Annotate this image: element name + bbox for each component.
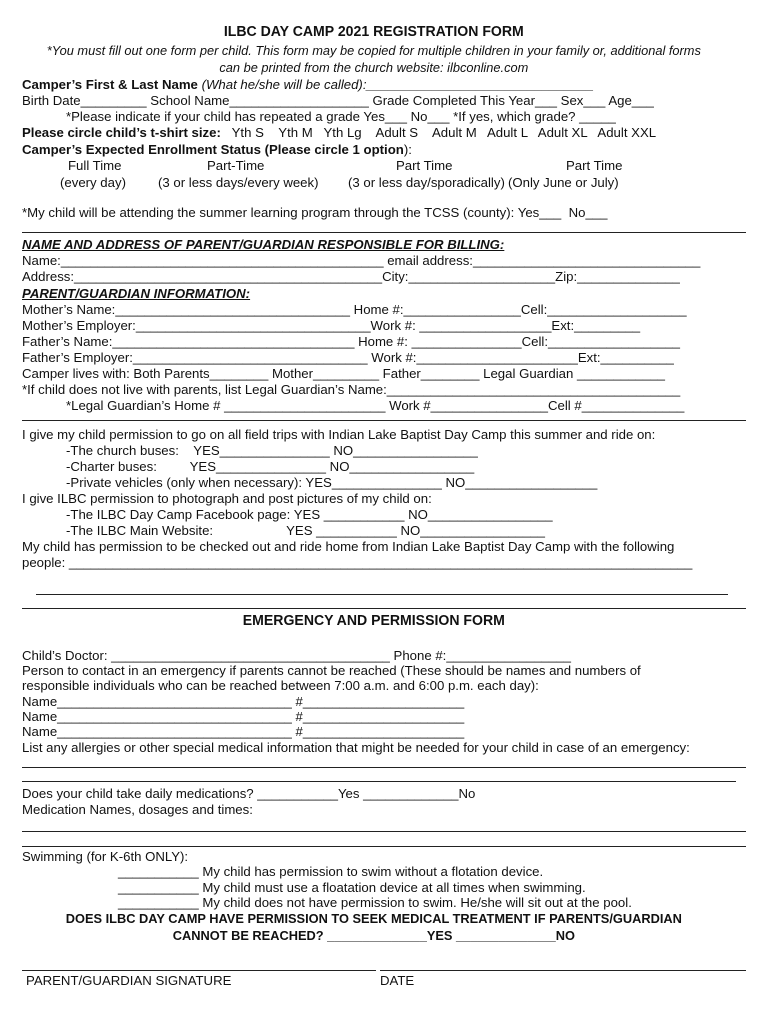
medication-answer-line[interactable] bbox=[22, 831, 746, 832]
checkout-people-line[interactable]: people: _____________________________________________________________________________________ bbox=[22, 555, 693, 570]
date-label: DATE bbox=[380, 973, 415, 988]
allergies-answer-line[interactable] bbox=[22, 781, 736, 782]
doctor-line[interactable]: Child’s Doctor: ______________________________________ Phone #:_________________ bbox=[22, 648, 572, 663]
section-divider bbox=[22, 608, 746, 609]
swim-option-no-device[interactable]: ___________ My child has permission to swim without a flotation device. bbox=[118, 864, 544, 879]
form-title: ILBC DAY CAMP 2021 REGISTRATION FORM bbox=[223, 24, 524, 40]
repeat-grade-line[interactable]: *Please indicate if your child has repeated a grade Yes___ No___ *If yes, which grade? _____ bbox=[66, 109, 616, 124]
camper-name-label: Camper’s First & Last Name bbox=[22, 77, 198, 92]
website-line[interactable]: -The ILBC Main Website: YES ___________ NO_________________ bbox=[66, 523, 545, 538]
private-vehicles-line[interactable]: -Private vehicles (only when necessary): YES_______________ NO__________________ bbox=[66, 475, 598, 490]
camper-name-hint: (What he/she will be called):_______________________________ bbox=[197, 77, 594, 92]
date-line[interactable] bbox=[380, 970, 746, 971]
medication-answer-line[interactable] bbox=[22, 846, 746, 847]
section-divider bbox=[22, 232, 746, 233]
enroll-option-full[interactable]: Full Time bbox=[68, 158, 122, 173]
emergency-contact-row[interactable]: Name________________________________ #______________________ bbox=[22, 709, 465, 724]
facebook-line[interactable]: -The ILBC Day Camp Facebook page: YES ___________ NO_________________ bbox=[66, 507, 553, 522]
enrollment-label: Camper’s Expected Enrollment Status (Please circle 1 option bbox=[22, 142, 404, 157]
checkout-people-extra-line[interactable] bbox=[36, 594, 728, 595]
parent-guardian-heading: PARENT/GUARDIAN INFORMATION: bbox=[22, 286, 251, 301]
signature-line[interactable] bbox=[22, 970, 376, 971]
medical-treatment-question: DOES ILBC DAY CAMP HAVE PERMISSION TO SEEK MEDICAL TREATMENT IF PARENTS/GUARDIAN bbox=[65, 911, 682, 926]
enroll-desc-part-sporadic: (3 or less day/sporadically) bbox=[348, 175, 505, 190]
allergies-prompt: List any allergies or other special medical information that might be needed for your child in case of an emergency: bbox=[22, 740, 690, 755]
charter-buses-line[interactable]: -Charter buses: YES_______________ NO_________________ bbox=[66, 459, 475, 474]
enroll-desc-part-weekly: (3 or less days/every week) bbox=[158, 175, 319, 190]
emergency-title: EMERGENCY AND PERMISSION FORM bbox=[242, 613, 505, 629]
section-divider bbox=[22, 420, 746, 421]
camper-name-field[interactable] bbox=[22, 77, 594, 93]
enroll-desc-part-summer: (Only June or July) bbox=[508, 175, 619, 190]
tshirt-options[interactable]: Yth S Yth M Yth Lg Adult S Adult M Adult L Adult XL Adult XXL bbox=[220, 125, 657, 140]
emergency-contact-line-1: Person to contact in an emergency if parents cannot be reached (These should be names and numbers of bbox=[22, 663, 641, 678]
tcss-line[interactable]: *My child will be attending the summer learning program through the TCSS (county): Yes___ No___ bbox=[22, 205, 608, 220]
enroll-option-part-summer[interactable]: Part Time bbox=[566, 158, 623, 173]
billing-name-email[interactable]: Name:____________________________________________ email address:_______________________________ bbox=[22, 253, 701, 268]
camper-lives-with-line[interactable]: Camper lives with: Both Parents________ Mother_________ Father________ Legal Guardian ____________ bbox=[22, 366, 665, 381]
emergency-contact-row[interactable]: Name________________________________ #______________________ bbox=[22, 694, 465, 709]
swimming-heading: Swimming (for K-6th ONLY): bbox=[22, 849, 189, 864]
checkout-permission: My child has permission to be checked out and ride home from Indian Lake Baptist Day Camp with the following bbox=[22, 539, 675, 554]
mother-name-line[interactable]: Mother’s Name:________________________________ Home #:________________Cell:___________________ bbox=[22, 302, 687, 317]
field-trips-permission: I give my child permission to go on all field trips with Indian Lake Baptist Day Camp this summer and ride on: bbox=[22, 427, 656, 442]
emergency-contact-row[interactable]: Name________________________________ #______________________ bbox=[22, 724, 465, 739]
enroll-desc-full: (every day) bbox=[60, 175, 126, 190]
billing-heading: NAME AND ADDRESS OF PARENT/GUARDIAN RESPONSIBLE FOR BILLING: bbox=[22, 237, 505, 252]
swim-option-floatation[interactable]: ___________ My child must use a floatation device at all times when swimming. bbox=[118, 880, 586, 895]
mother-employer-line[interactable]: Mother’s Employer:________________________________Work #: __________________Ext:_________ bbox=[22, 318, 641, 333]
enroll-option-part-weekly[interactable]: Part-Time bbox=[207, 158, 265, 173]
allergies-answer-line[interactable] bbox=[22, 767, 746, 768]
emergency-contact-line-2: responsible individuals who can be reached between 7:00 a.m. and 6:00 p.m. each day): bbox=[22, 678, 539, 693]
daily-medications-line[interactable]: Does your child take daily medications? ___________Yes _____________No bbox=[22, 786, 476, 801]
enroll-option-part-sporadic[interactable]: Part Time bbox=[396, 158, 453, 173]
enrollment-status-heading bbox=[22, 142, 412, 158]
birth-school-grade-line[interactable]: Birth Date_________ School Name___________________ Grade Completed This Year___ Sex___ Age___ bbox=[22, 93, 654, 108]
tshirt-label: Please circle child’s t-shirt size: bbox=[22, 125, 221, 140]
church-buses-line[interactable]: -The church buses: YES_______________ NO_________________ bbox=[66, 443, 478, 458]
legal-guardian-name-line[interactable]: *If child does not live with parents, list Legal Guardian’s Name:________________________________________ bbox=[22, 382, 681, 397]
billing-address[interactable]: Address:__________________________________________City:____________________Zip:______________ bbox=[22, 269, 680, 284]
medication-names-prompt: Medication Names, dosages and times: bbox=[22, 802, 253, 817]
signature-label: PARENT/GUARDIAN SIGNATURE bbox=[26, 973, 232, 988]
tshirt-size-line[interactable] bbox=[22, 125, 656, 141]
enrollment-label-tail: ): bbox=[403, 142, 412, 157]
medical-treatment-answer[interactable]: CANNOT BE REACHED? ______________YES ______________NO bbox=[172, 928, 575, 943]
father-employer-line[interactable]: Father’s Employer:________________________________ Work #:______________________Ext:__________ bbox=[22, 350, 674, 365]
swim-option-no-swim[interactable]: ___________ My child does not have permission to swim. He/she will sit out at the pool. bbox=[118, 895, 632, 910]
intro-line-1: *You must fill out one form per child. This form may be copied for multiple children in your family or, additional forms bbox=[46, 43, 701, 58]
legal-guardian-phones-line[interactable]: *Legal Guardian’s Home # ______________________ Work #________________Cell #______________ bbox=[66, 398, 685, 413]
photo-permission: I give ILBC permission to photograph and post pictures of my child on: bbox=[22, 491, 432, 506]
father-name-line[interactable]: Father’s Name:_________________________________ Home #: _______________Cell:__________________ bbox=[22, 334, 681, 349]
intro-line-2: can be printed from the church website: ilbconline.com bbox=[219, 60, 529, 75]
